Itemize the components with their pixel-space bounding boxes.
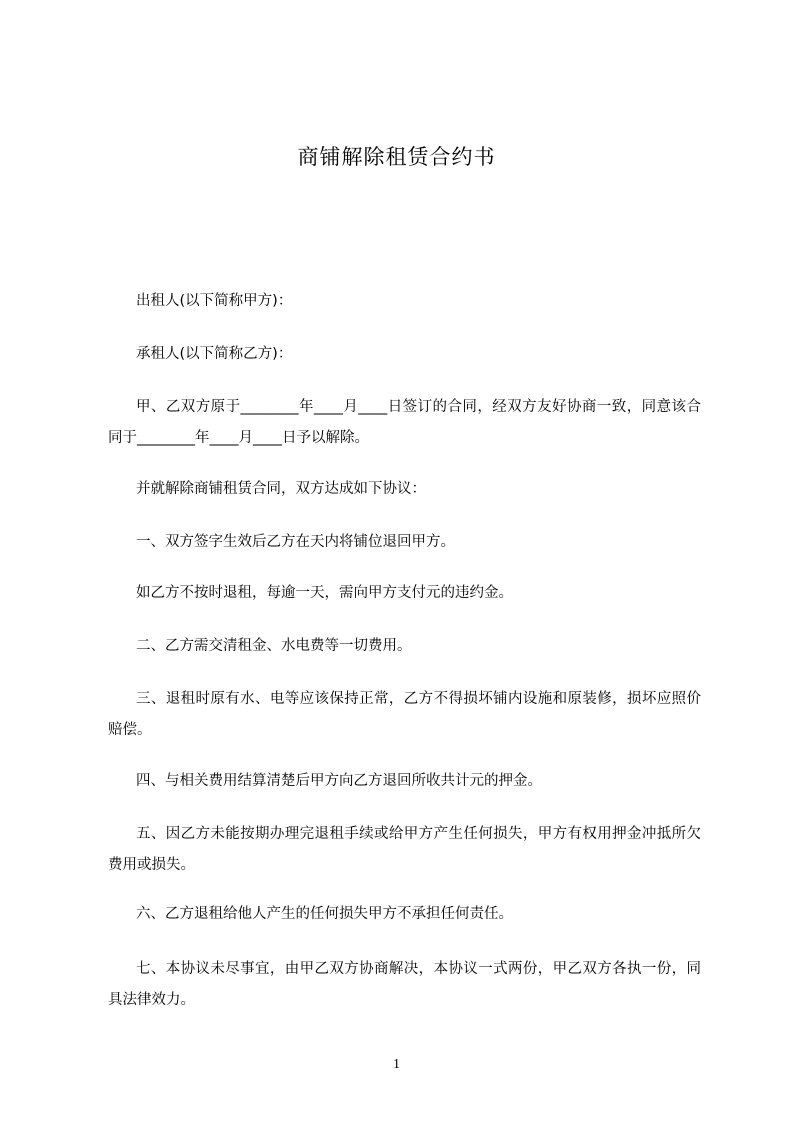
clause-2: 二、乙方需交清租金、水电费等一切费用。 [136,638,412,654]
agreement-line: 并就解除商铺租赁合同，双方达成如下协议： [136,481,426,497]
penalty-line: 如乙方不按时退租，每逾一天，需向甲方支付元的违约金。 [136,585,513,601]
clause-3: 三、退租时原有水、电等应该保持正常，乙方不得损坏铺内设施和原装修，损坏应照价赔偿。 [108,691,701,738]
clause-4: 四、与相关费用结算清楚后甲方向乙方退回所收共计元的押金。 [136,773,542,789]
clause-7: 七、本协议未尽事宜，由甲乙双方协商解决，本协议一式两份，甲乙双方各执一份，同具法律效力。 [108,961,701,1008]
lessor-line: 出租人(以下简称甲方)： [136,293,293,309]
clause-5: 五、因乙方未能按期办理完退租手续或给甲方产生任何损失，甲方有权用押金冲抵所欠费用或损失。 [108,826,701,873]
document-title: 商铺解除租赁合约书 [297,145,496,169]
clause-1: 一、双方签字生效后乙方在天内将铺位退回甲方。 [136,534,455,550]
intro-paragraph: 甲、乙双方原于________年____月____日签订的合同，经双方友好协商一致，同意该合同于________年____月____日予以解除。 [108,399,701,446]
clause-6: 六、乙方退租给他人产生的任何损失甲方不承担任何责任。 [136,906,513,922]
page-number: 1 [393,1057,400,1072]
lessee-line: 承租人(以下简称乙方)： [136,346,293,362]
